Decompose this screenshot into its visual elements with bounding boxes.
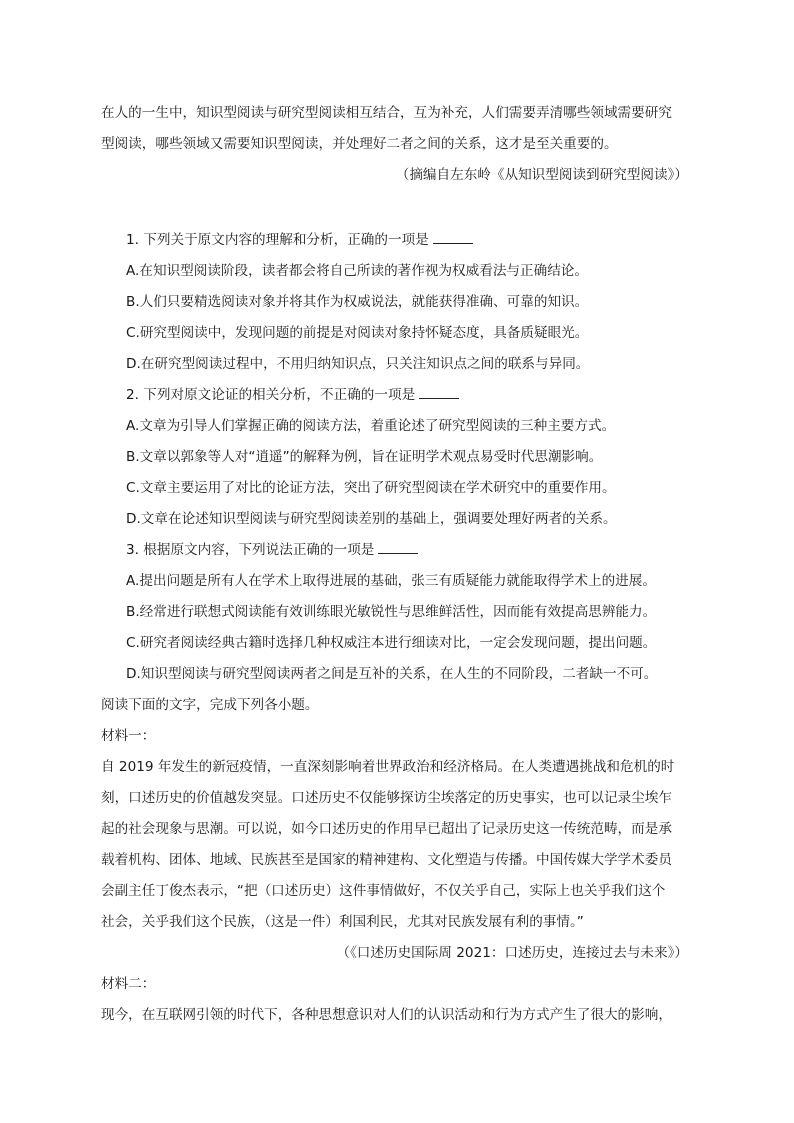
passage-line: 型阅读，哪些领域又需要知识型阅读，并处理好二者之间的关系，这才是至关重要的。 bbox=[101, 136, 618, 152]
answer-blank[interactable] bbox=[419, 386, 459, 399]
answer-option: A.提出问题是所有人在学术上取得进展的基础，张三有质疑能力就能取得学术上的进展。 bbox=[126, 573, 656, 589]
answer-option: A.文章为引导人们掌握正确的阅读方法，着重论述了研究型阅读的三种主要方式。 bbox=[126, 418, 616, 434]
answer-option: C.研究型阅读中，发现问题的前提是对阅读对象持怀疑态度，具备质疑眼光。 bbox=[126, 325, 589, 341]
material-line: 自 2019 年发生的新冠疫情，一直深刻影响着世界政治和经济格局。在人类遭遇挑战和危机的时 bbox=[101, 759, 675, 775]
material-title: 材料一： bbox=[101, 728, 156, 744]
answer-option: C.文章主要运用了对比的论证方法，突出了研究型阅读在学术研究中的重要作用。 bbox=[126, 480, 616, 496]
material-line: 起的社会现象与思潮。可以说，如今口述历史的作用早已超出了记录历史这一传统范畴，而是承 bbox=[101, 821, 672, 837]
answer-blank[interactable] bbox=[378, 541, 418, 554]
answer-option: A.在知识型阅读阶段，读者都会将自己所读的著作视为权威看法与正确结论。 bbox=[126, 263, 588, 279]
source-citation: （摘编自左东岭《从知识型阅读到研究型阅读》） bbox=[395, 167, 688, 183]
answer-option: D.文章在论述知识型阅读与研究型阅读差别的基础上，强调要处理好两者的关系。 bbox=[126, 511, 617, 527]
material-line: 会副主任丁俊杰表示，“把（口述历史）这件事情做好，不仅关乎自己，实际上也关乎我们这个 bbox=[101, 883, 666, 899]
question-stem: 1. 下列关于原文内容的理解和分析，正确的一项是 bbox=[126, 230, 473, 250]
material-title: 材料二： bbox=[101, 976, 156, 992]
source-citation: （《口述历史国际周 2021：口述历史，连接过去与未来》） bbox=[336, 945, 688, 961]
material-line: 刻，口述历史的价值越发突显。口述历史不仅能够探访尘埃落定的历史事实，也可以记录尘埃乍 bbox=[101, 790, 672, 806]
material-line: 现今，在互联网引领的时代下，各种思想意识对人们的认识活动和行为方式产生了很大的影响， bbox=[101, 1007, 672, 1023]
answer-option: B.文章以郭象等人对“逍遥”的解释为例，旨在证明学术观点易受时代思潮影响。 bbox=[126, 449, 603, 465]
answer-option: D.在研究型阅读过程中，不用归纳知识点，只关注知识点之间的联系与异同。 bbox=[126, 356, 590, 372]
material-line: 载着机构、团体、地域、民族甚至是国家的精神建构、文化塑造与传播。中国传媒大学学术委员 bbox=[101, 852, 672, 868]
passage-line: 在人的一生中，知识型阅读与研究型阅读相互结合，互为补充，人们需要弄清哪些领域需要研究 bbox=[101, 105, 672, 121]
answer-option: D.知识型阅读与研究型阅读两者之间是互补的关系，在人生的不同阶段，二者缺一不可。 bbox=[126, 666, 658, 682]
material-line: 社会，关乎我们这个民族，（这是一件）利国利民，尤其对民族发展有利的事情。” bbox=[101, 914, 584, 930]
question-stem: 3. 根据原文内容，下列说法正确的一项是 bbox=[126, 540, 418, 560]
answer-option: C.研究者阅读经典古籍时选择几种权威注本进行细读对比，一定会发现问题，提出问题。 bbox=[126, 635, 657, 651]
answer-option: B.人们只要精选阅读对象并将其作为权威说法，就能获得准确、可靠的知识。 bbox=[126, 294, 589, 310]
reading-instruction: 阅读下面的文字，完成下列各小题。 bbox=[101, 697, 319, 713]
answer-blank[interactable] bbox=[433, 231, 473, 244]
answer-option: B.经常进行联想式阅读能有效训练眼光敏锐性与思维鲜活性，因而能有效提高思辨能力。 bbox=[126, 604, 657, 620]
question-stem: 2. 下列对原文论证的相关分析，不正确的一项是 bbox=[126, 385, 459, 405]
